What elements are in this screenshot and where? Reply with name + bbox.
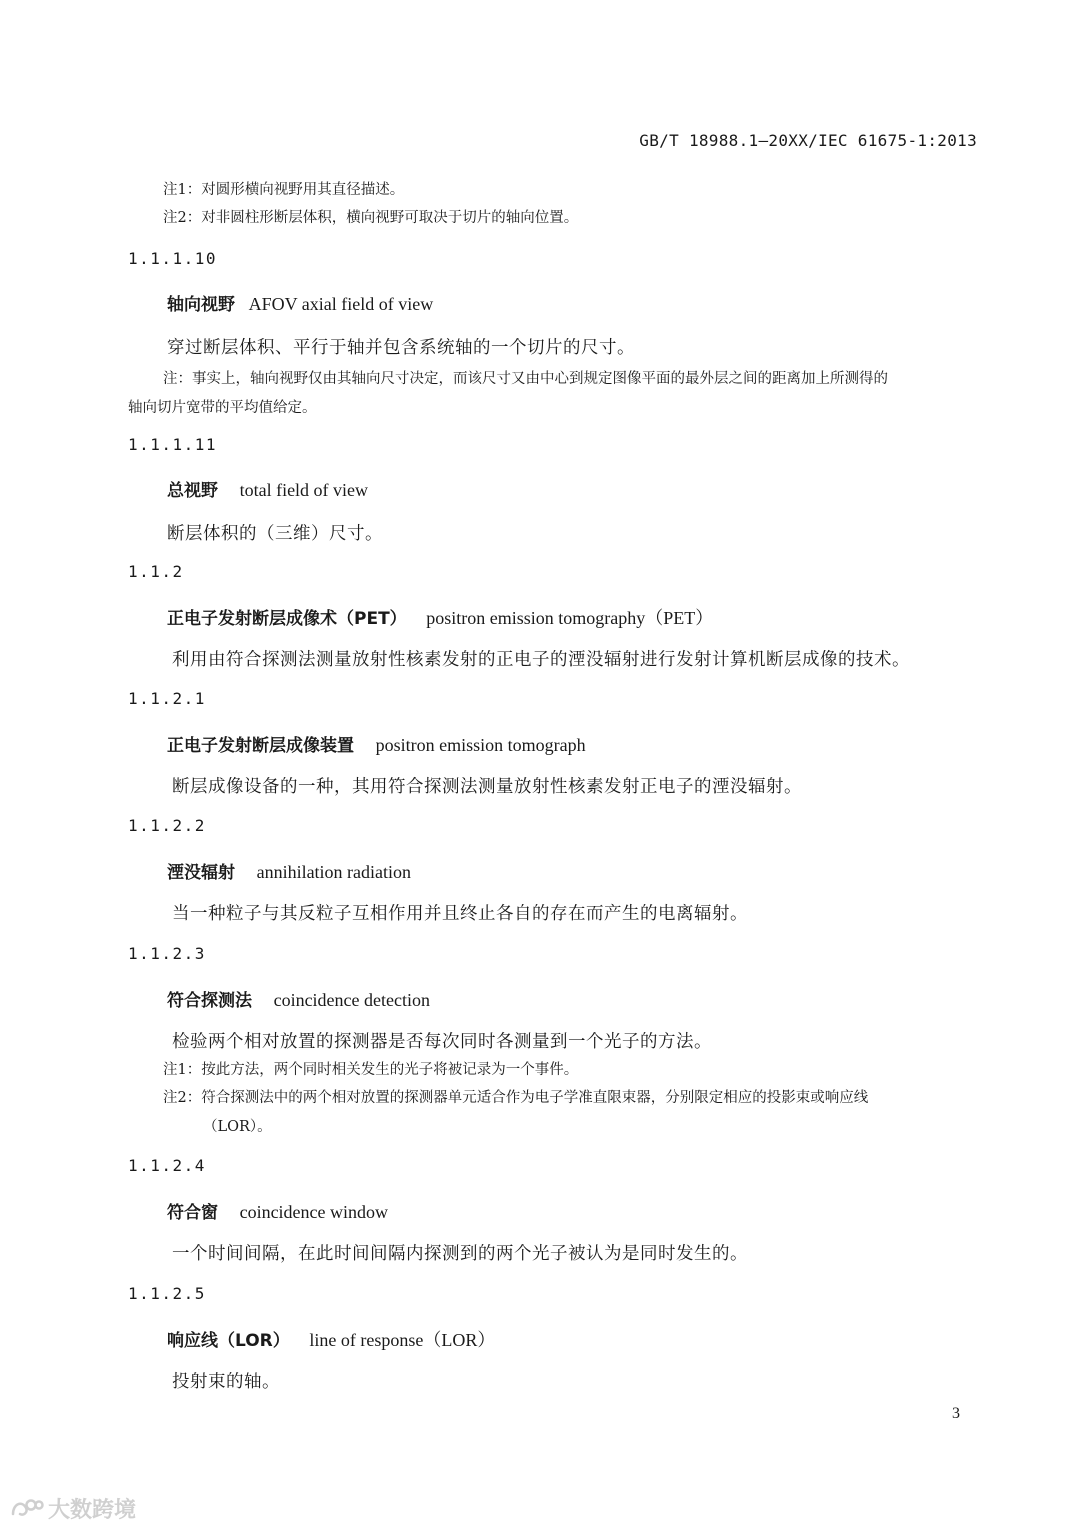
note-1-top: 注1：对圆形横向视野用其直径描述。	[163, 182, 405, 198]
note-continuation: 轴向切片宽带的平均值给定。	[128, 400, 317, 416]
note-1: 注1：按此方法，两个同时相关发生的光子将被记录为一个事件。	[163, 1062, 579, 1078]
watermark-text: 大数跨境	[48, 1498, 137, 1523]
section-number: 1.1.2.2	[128, 816, 206, 835]
document-header: GB/T 18988.1—20XX/IEC 61675-1:2013	[639, 131, 977, 150]
term-zh: 正电子发射断层成像装置	[167, 736, 354, 756]
section-number: 1.1.2.1	[128, 689, 206, 708]
section-number: 1.1.1.11	[128, 435, 218, 454]
term-en: line of response（LOR）	[309, 1330, 496, 1350]
definition: 断层体积的（三维）尺寸。	[167, 524, 383, 544]
term-zh: 符合探测法	[167, 991, 252, 1011]
term-en: positron emission tomography（PET）	[426, 608, 714, 628]
definition: 检验两个相对放置的探测器是否每次同时各测量到一个光子的方法。	[172, 1032, 712, 1052]
note-2-top: 注2：对非圆柱形断层体积，横向视野可取决于切片的轴向位置。	[163, 210, 579, 226]
term-heading	[167, 1326, 495, 1352]
definition: 利用由符合探测法测量放射性核素发射的正电子的湮没辐射进行发射计算机断层成像的技术。	[172, 650, 910, 670]
note-2-continuation: （LOR）。	[203, 1119, 272, 1135]
section-number: 1.1.2.3	[128, 944, 206, 963]
definition: 当一种粒子与其反粒子互相作用并且终止各自的存在而产生的电离辐射。	[172, 904, 748, 924]
watermark	[10, 1493, 136, 1524]
term-zh: 正电子发射断层成像术（PET）	[167, 609, 407, 629]
term-heading	[167, 731, 586, 756]
term-en: AFOV axial field of view	[248, 294, 434, 314]
term-en: total field of view	[239, 480, 369, 500]
term-en: coincidence window	[239, 1202, 389, 1222]
term-heading	[167, 476, 368, 501]
term-heading	[167, 986, 430, 1011]
definition: 一个时间间隔，在此时间间隔内探测到的两个光子被认为是同时发生的。	[172, 1244, 748, 1264]
term-en: coincidence detection	[273, 990, 430, 1010]
definition: 投射束的轴。	[172, 1372, 280, 1392]
section-number: 1.1.1.10	[128, 249, 218, 268]
section-number: 1.1.2.5	[128, 1284, 206, 1303]
term-en: annihilation radiation	[256, 862, 412, 882]
term-zh: 响应线（LOR）	[167, 1331, 290, 1351]
definition: 穿过断层体积、平行于轴并包含系统轴的一个切片的尺寸。	[167, 338, 635, 358]
term-en: positron emission tomograph	[375, 735, 586, 755]
page-number: 3	[952, 1405, 960, 1422]
term-zh: 湮没辐射	[167, 863, 235, 883]
term-heading	[167, 290, 433, 315]
definition: 断层成像设备的一种，其用符合探测法测量放射性核素发射正电子的湮没辐射。	[172, 777, 802, 797]
term-heading	[167, 604, 713, 630]
term-zh: 轴向视野	[167, 295, 235, 315]
note-2: 注2：符合探测法中的两个相对放置的探测器单元适合作为电子学准直限束器，分别限定相应的投影束或响应线	[163, 1090, 869, 1106]
section-number: 1.1.2	[128, 562, 184, 581]
term-zh: 符合窗	[167, 1203, 218, 1223]
term-heading	[167, 858, 411, 883]
brand-logo-icon	[10, 1496, 44, 1522]
term-heading	[167, 1198, 388, 1223]
section-number: 1.1.2.4	[128, 1156, 206, 1175]
note: 注：事实上，轴向视野仅由其轴向尺寸决定，而该尺寸又由中心到规定图像平面的最外层之间的距离加上所测得的	[163, 371, 888, 387]
term-zh: 总视野	[167, 481, 218, 501]
